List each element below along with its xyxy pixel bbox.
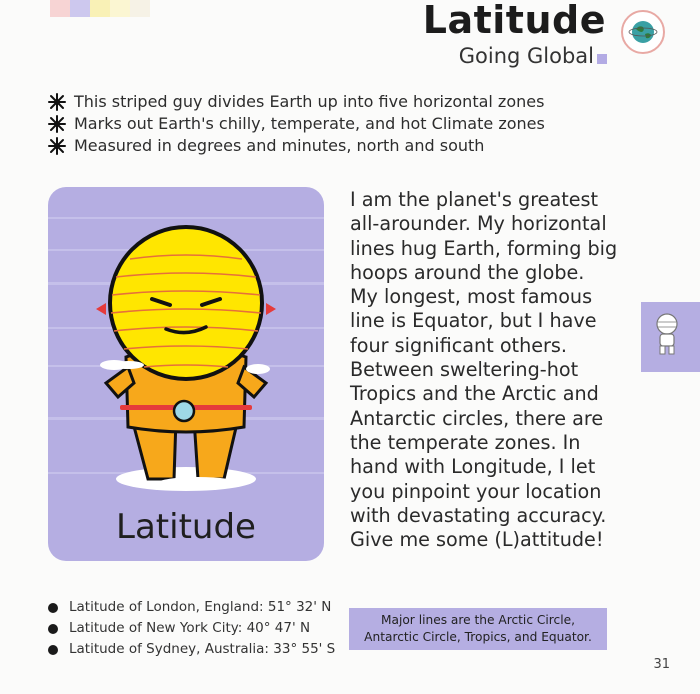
body-line: hand with Longitude, I let [350,455,596,479]
color-swatch [50,0,70,17]
page-number: 31 [653,657,670,672]
fact-text: This striped guy divides Earth up into five horizontal zones [74,92,545,111]
body-line: I am the planet's greatest [350,188,599,211]
fact-list [48,91,545,157]
body-paragraph [350,188,632,552]
body-line: line is Equator, but I have [350,309,597,333]
body-line: Antarctic circles, there are [350,406,604,430]
body-line: four significant others. [350,333,568,357]
page-subtitle: Going Global [458,44,594,68]
coordinate-text: Latitude of London, England: 51° 32' N [69,599,332,615]
body-line: My longest, most famous [350,285,593,309]
coordinate-text: Latitude of New York City: 40° 47' N [69,620,311,636]
body-line: hoops around the globe. [350,260,585,284]
body-line: Give me some (L)attitude! [350,528,604,552]
body-line: you pinpoint your location [350,479,602,503]
character-mini-icon [641,302,700,372]
fact-item [48,113,545,135]
fact-item [48,91,545,113]
bullet-icon [48,645,58,655]
body-line: Tropics and the Arctic and [350,382,599,406]
body-line: Between sweltering-hot [350,358,579,382]
coordinate-list [48,597,335,660]
list-item [48,618,335,639]
coordinate-text: Latitude of Sydney, Australia: 33° 55' S [69,641,336,657]
color-swatch [70,0,90,17]
side-tab [641,302,700,372]
star-bullet-icon [48,93,66,111]
star-bullet-icon [48,137,66,155]
fact-item [48,135,545,157]
character-card [48,187,324,561]
body-line: with devastating accuracy. [350,503,607,527]
latitude-character-illustration [48,187,324,507]
body-line: the temperate zones. In [350,430,581,454]
color-swatch [90,0,110,17]
decorative-square [597,54,607,64]
bullet-icon [48,603,58,613]
color-swatch [110,0,130,17]
body-line: all-arounder. My horizontal [350,212,607,236]
globe-icon [621,10,665,54]
star-bullet-icon [48,115,66,133]
fact-text: Measured in degrees and minutes, north and south [74,136,485,155]
note-box: Major lines are the Arctic Circle, Antarctic Circle, Tropics, and Equator. [349,608,607,650]
page-title: Latitude [422,0,606,42]
bullet-icon [48,624,58,634]
body-line: lines hug Earth, forming big [350,236,618,260]
list-item [48,597,335,618]
color-swatch-strip [50,0,150,17]
color-swatch [130,0,150,17]
fact-text: Marks out Earth's chilly, temperate, and hot Climate zones [74,114,545,133]
character-name-label: Latitude [116,507,256,547]
list-item [48,639,335,660]
